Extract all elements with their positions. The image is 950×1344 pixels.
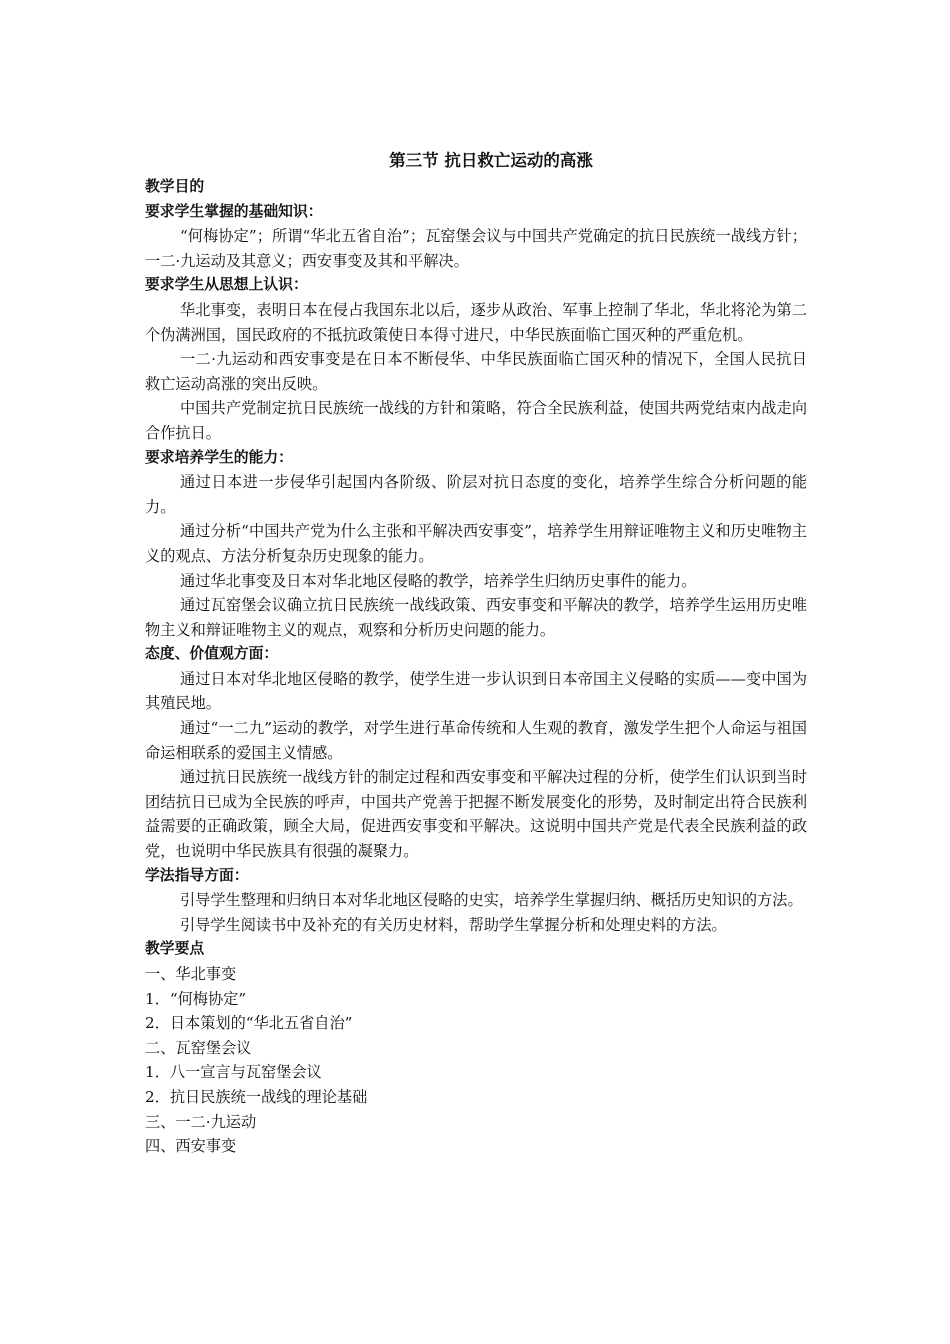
method-paragraph-1: 引导学生整理和归纳日本对华北地区侵略的史实，培养学生掌握归纳、概括历史知识的方法。 <box>179 891 803 910</box>
attitude-paragraph-1: 通过日本对华北地区侵略的教学，使学生进一步认识到日本帝国主义侵略的实质——变中国为其殖民地。 <box>145 669 807 713</box>
ability-paragraph-4: 通过瓦窑堡会议确立抗日民族统一战线政策、西安事变和平解决的教学，培养学生运用历史唯物主义和辩证唯物主义的观点，观察和分析历史问题的能力。 <box>145 596 807 639</box>
outline-item: 二、瓦窑堡会议 <box>145 1038 252 1057</box>
outline-item: 1．“何梅协定” <box>145 989 247 1008</box>
ability-paragraph-3: 通过华北事变及日本对华北地区侵略的教学，培养学生归纳历史事件的能力。 <box>179 571 697 590</box>
outline-item: 1．八一宣言与瓦窑堡会议 <box>145 1063 322 1082</box>
attitude-heading: 态度、价值观方面： <box>145 645 279 663</box>
document-page <box>145 148 807 1159</box>
thought-paragraph-2: 一二·九运动和西安事变是在日本不断侵华、中华民族面临亡国灭种的情况下，全国人民抗日救亡运动高涨的突出反映。 <box>145 350 807 393</box>
thought-paragraph-3: 中国共产党制定抗日民族统一战线的方针和策略，符合全民族利益，使国共两党结束内战走向合作抗日。 <box>145 399 807 442</box>
method-heading: 学法指导方面： <box>145 866 249 884</box>
outline-item: 2．抗日民族统一战线的理论基础 <box>145 1087 368 1106</box>
outline-item: 一、华北事变 <box>145 965 237 983</box>
keypoints-heading: 教学要点 <box>145 940 205 958</box>
method-paragraph-2: 引导学生阅读书中及补充的有关历史材料，帮助学生掌握分析和处理史料的方法。 <box>179 915 727 934</box>
knowledge-paragraph: “何梅协定”；所谓“华北五省自治”；瓦窑堡会议与中国共产党确定的抗日民族统一战线方针；一二·九运动及其意义；西安事变及其和平解决。 <box>145 227 807 270</box>
attitude-paragraph-2: 通过“一二九”运动的教学，对学生进行革命传统和人生观的教育，激发学生把个人命运与祖国命运相联系的爱国主义情感。 <box>145 719 807 762</box>
knowledge-heading: 要求学生掌握的基础知识： <box>145 202 323 220</box>
objectives-heading: 教学目的 <box>145 178 205 195</box>
page-title: 第三节 抗日救亡运动的高涨 <box>389 151 593 170</box>
thought-paragraph-1: 华北事变，表明日本在侵占我国东北以后，逐步从政治、军事上控制了华北，华北将沦为第二个伪满洲国，国民政府的不抵抗政策使日本得寸进尺，中华民族面临亡国灭种的严重危机。 <box>145 300 807 344</box>
ability-heading: 要求培养学生的能力： <box>145 448 293 466</box>
ability-paragraph-2: 通过分析“中国共产党为什么主张和平解决西安事变”，培养学生用辩证唯物主义和历史唯物主义的观点、方法分析复杂历史现象的能力。 <box>145 522 807 565</box>
outline-item: 四、西安事变 <box>145 1137 237 1156</box>
thought-heading: 要求学生从思想上认识： <box>145 276 308 294</box>
outline-item: 三、一二·九运动 <box>145 1112 257 1131</box>
outline-item: 2．日本策划的“华北五省自治” <box>145 1014 353 1033</box>
ability-paragraph-1: 通过日本进一步侵华引起国内各阶级、阶层对抗日态度的变化，培养学生综合分析问题的能力。 <box>145 473 807 516</box>
attitude-paragraph-3: 通过抗日民族统一战线方针的制定过程和西安事变和平解决过程的分析，使学生们认识到当时团结抗日已成为全民族的呼声，中国共产党善于把握不断发展变化的形势，及时制定出符合民族利益需要的正确政策，顾全大局，促进西安事变和平解决。这说明中国共产党是代表全民族利益的政党，也说明中华民族具有很强的凝聚力。 <box>145 768 807 861</box>
